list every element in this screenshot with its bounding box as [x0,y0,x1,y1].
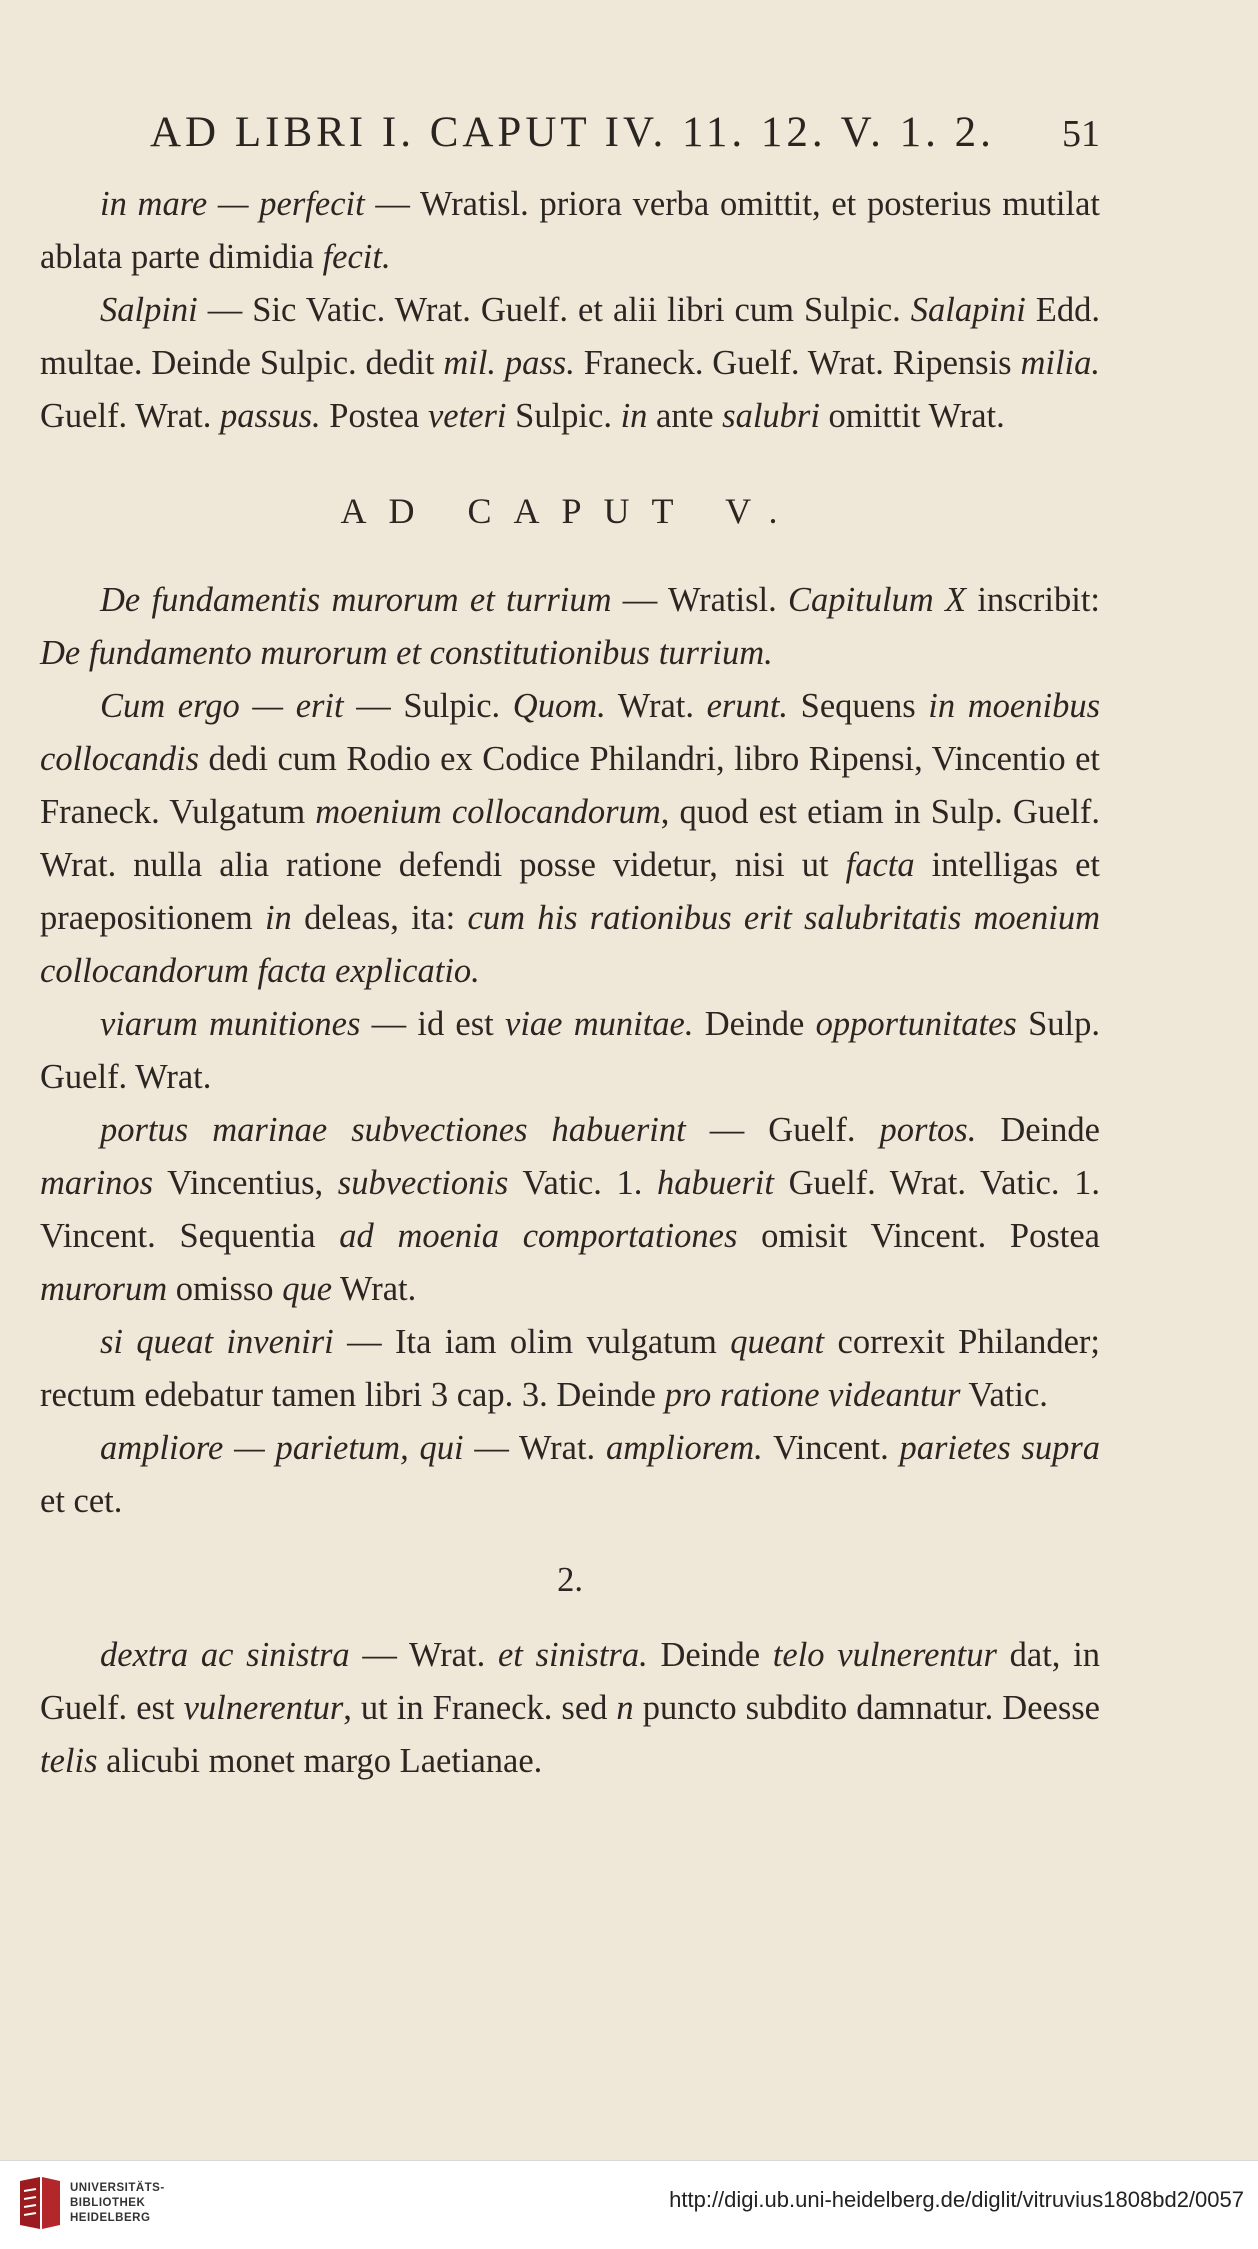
text-italic: ad moenia comportationes [339,1217,738,1255]
text-italic: in [620,397,648,435]
library-name-line: BIBLIOTHEK [70,2197,146,2209]
lemma: in mare — perfecit [100,185,365,223]
paragraph [40,1104,1100,1316]
lemma: viarum munitiones [100,1005,361,1043]
running-head [150,108,1100,157]
text-run: — Sic Vatic. Wrat. Guelf. et alii libri cum Sulpic. [197,291,911,329]
lemma: Salpini [100,291,198,329]
text-italic: portos. [879,1111,977,1149]
text-italic: veteri [427,397,507,435]
source-url[interactable]: http://digi.ub.uni-heidelberg.de/diglit/vitruvius1808bd2/0057 [669,2187,1244,2212]
text-run: Edd. multae. Deinde Sulpic. dedit [40,291,1101,382]
text-run: deleas, ita: [291,899,468,937]
text-run: Sequens [788,687,929,725]
lemma: ampliore — parietum, qui [100,1429,464,1467]
text-run: Vatic. 1. [508,1164,658,1202]
text-italic: opportunitates [815,1005,1017,1043]
text-italic: Salapini [910,291,1026,329]
text-italic: in moenibus collocandis [40,687,1100,778]
text-italic: habuerit [657,1164,774,1202]
text-run: Postea [320,397,428,435]
text-italic: vulnerentur [183,1689,344,1727]
text-italic: queant [730,1323,825,1361]
text-run: omittit Wrat. [819,397,1005,435]
text-italic: telis [40,1742,98,1780]
paragraph [40,284,1100,443]
lemma: fecit. [322,238,391,276]
text-italic: cum his rationibus erit salubritatis moenium collocandorum facta explicatio. [40,899,1100,990]
text-run: dedi cum Rodio ex Codice Philandri, libro Ripensi, Vincentio et Franeck. Vulgatum [40,740,1100,831]
library-logo-icon [14,2173,64,2233]
text-italic: passus. [220,397,321,435]
text-italic: n [616,1689,634,1727]
paragraph [40,680,1100,998]
text-italic: et sinistra. [497,1636,648,1674]
text-run: ante [647,397,723,435]
text-italic: salubri [722,397,820,435]
lemma: Cum ergo — erit [100,687,344,725]
text-italic: moenium collocandorum [315,793,661,831]
text-run: Guelf. Wrat. [40,397,220,435]
lemma: De fundamentis murorum et turrium [100,581,612,619]
text-italic: Capitulum X [788,581,967,619]
paragraph [40,178,1100,284]
text-run: inscribit: [966,581,1100,619]
text-run: intelligas et praepositionem [40,846,1100,937]
text-run: Guelf. Wrat. Vatic. 1. Vincent. Sequentia [40,1164,1101,1255]
text-run: Deinde [693,1005,816,1043]
text-italic: milia. [1020,344,1100,382]
text-italic: mil. pass. [443,344,575,382]
text-run: Deinde [976,1111,1100,1149]
text-italic: marinos [40,1164,154,1202]
text-run: Franeck. Guelf. Wrat. Ripensis [574,344,1021,382]
text-italic: parietes supra [899,1429,1101,1467]
text-italic: murorum [40,1270,168,1308]
text-run: , quod est etiam in Sulp. Guelf. Wrat. nulla alia ratione defendi posse videtur, nisi ut [40,793,1100,884]
text-run: — Wrat. [349,1636,498,1674]
text-run: — Sulpic. [343,687,513,725]
text-run: — Ita iam olim vulgatum [333,1323,731,1361]
subsection-number: 2. [557,1561,583,1599]
running-head-title: AD LIBRI I. CAPUT IV. 11. 12. V. 1. 2. [150,109,995,156]
section-heading: AD CAPUT V. [340,491,800,531]
text-run: Wrat. [605,687,707,725]
text-run: omisso [167,1270,283,1308]
text-italic: facta [845,846,915,884]
text-run: omisit Vincent. Postea [737,1217,1100,1255]
lemma: dextra ac sinistra [100,1636,350,1674]
text-run: et cet. [40,1482,123,1520]
text-italic: subvectionis [337,1164,509,1202]
text-run: puncto subdito damnatur. Deesse [633,1689,1100,1727]
text-run: , ut in Franeck. sed [343,1689,617,1727]
library-name-line: UNIVERSITÄTS- [70,2182,165,2194]
text-italic: De fundamento murorum et constitutionibus turrium. [40,634,773,672]
text-run: — Wratisl. [611,581,789,619]
text-run: Vatic. [960,1376,1048,1414]
text-italic: erunt. [706,687,789,725]
paragraph [40,1629,1100,1788]
paragraph [40,574,1100,680]
text-run: dat, in Guelf. est [40,1636,1100,1727]
text-italic: viae munitae. [505,1005,694,1043]
page-number: 51 [1062,113,1100,155]
text-italic: Quom. [512,687,606,725]
text-run: — Wratisl. priora verba omittit, et posterius mutilat ablata parte dimidia [40,185,1100,276]
text-run: Deinde [647,1636,773,1674]
text-run: Sulp. Guelf. Wrat. [40,1005,1100,1096]
library-name-line: HEIDELBERG [70,2212,151,2224]
paragraph [40,1422,1100,1528]
text-run: — id est [360,1005,505,1043]
text-italic: telo vulnerentur [772,1636,997,1674]
text-italic: pro ratione videantur [664,1376,961,1414]
paragraph [40,998,1100,1104]
text-run: — Guelf. [685,1111,880,1149]
text-run: Wrat. [332,1270,417,1308]
lemma: portus marinae subvectiones habuerint [100,1111,686,1149]
text-italic: in [264,899,292,937]
text-run: Vincent. [762,1429,900,1467]
text-italic: que [282,1270,333,1308]
text-italic: ampliorem. [605,1429,763,1467]
text-run: Vincentius, [153,1164,338,1202]
commentary-text [40,178,1100,1788]
text-run: Sulpic. [506,397,621,435]
library-name [70,2181,165,2226]
lemma: si queat inveniri [100,1323,334,1361]
text-run: alicubi monet margo Laetianae. [97,1742,543,1780]
paragraph [40,1316,1100,1422]
digitization-footer [0,2160,1258,2249]
text-run: correxit Philander; rectum edebatur tamen libri 3 cap. 3. Deinde [40,1323,1100,1414]
text-run: — Wrat. [463,1429,606,1467]
